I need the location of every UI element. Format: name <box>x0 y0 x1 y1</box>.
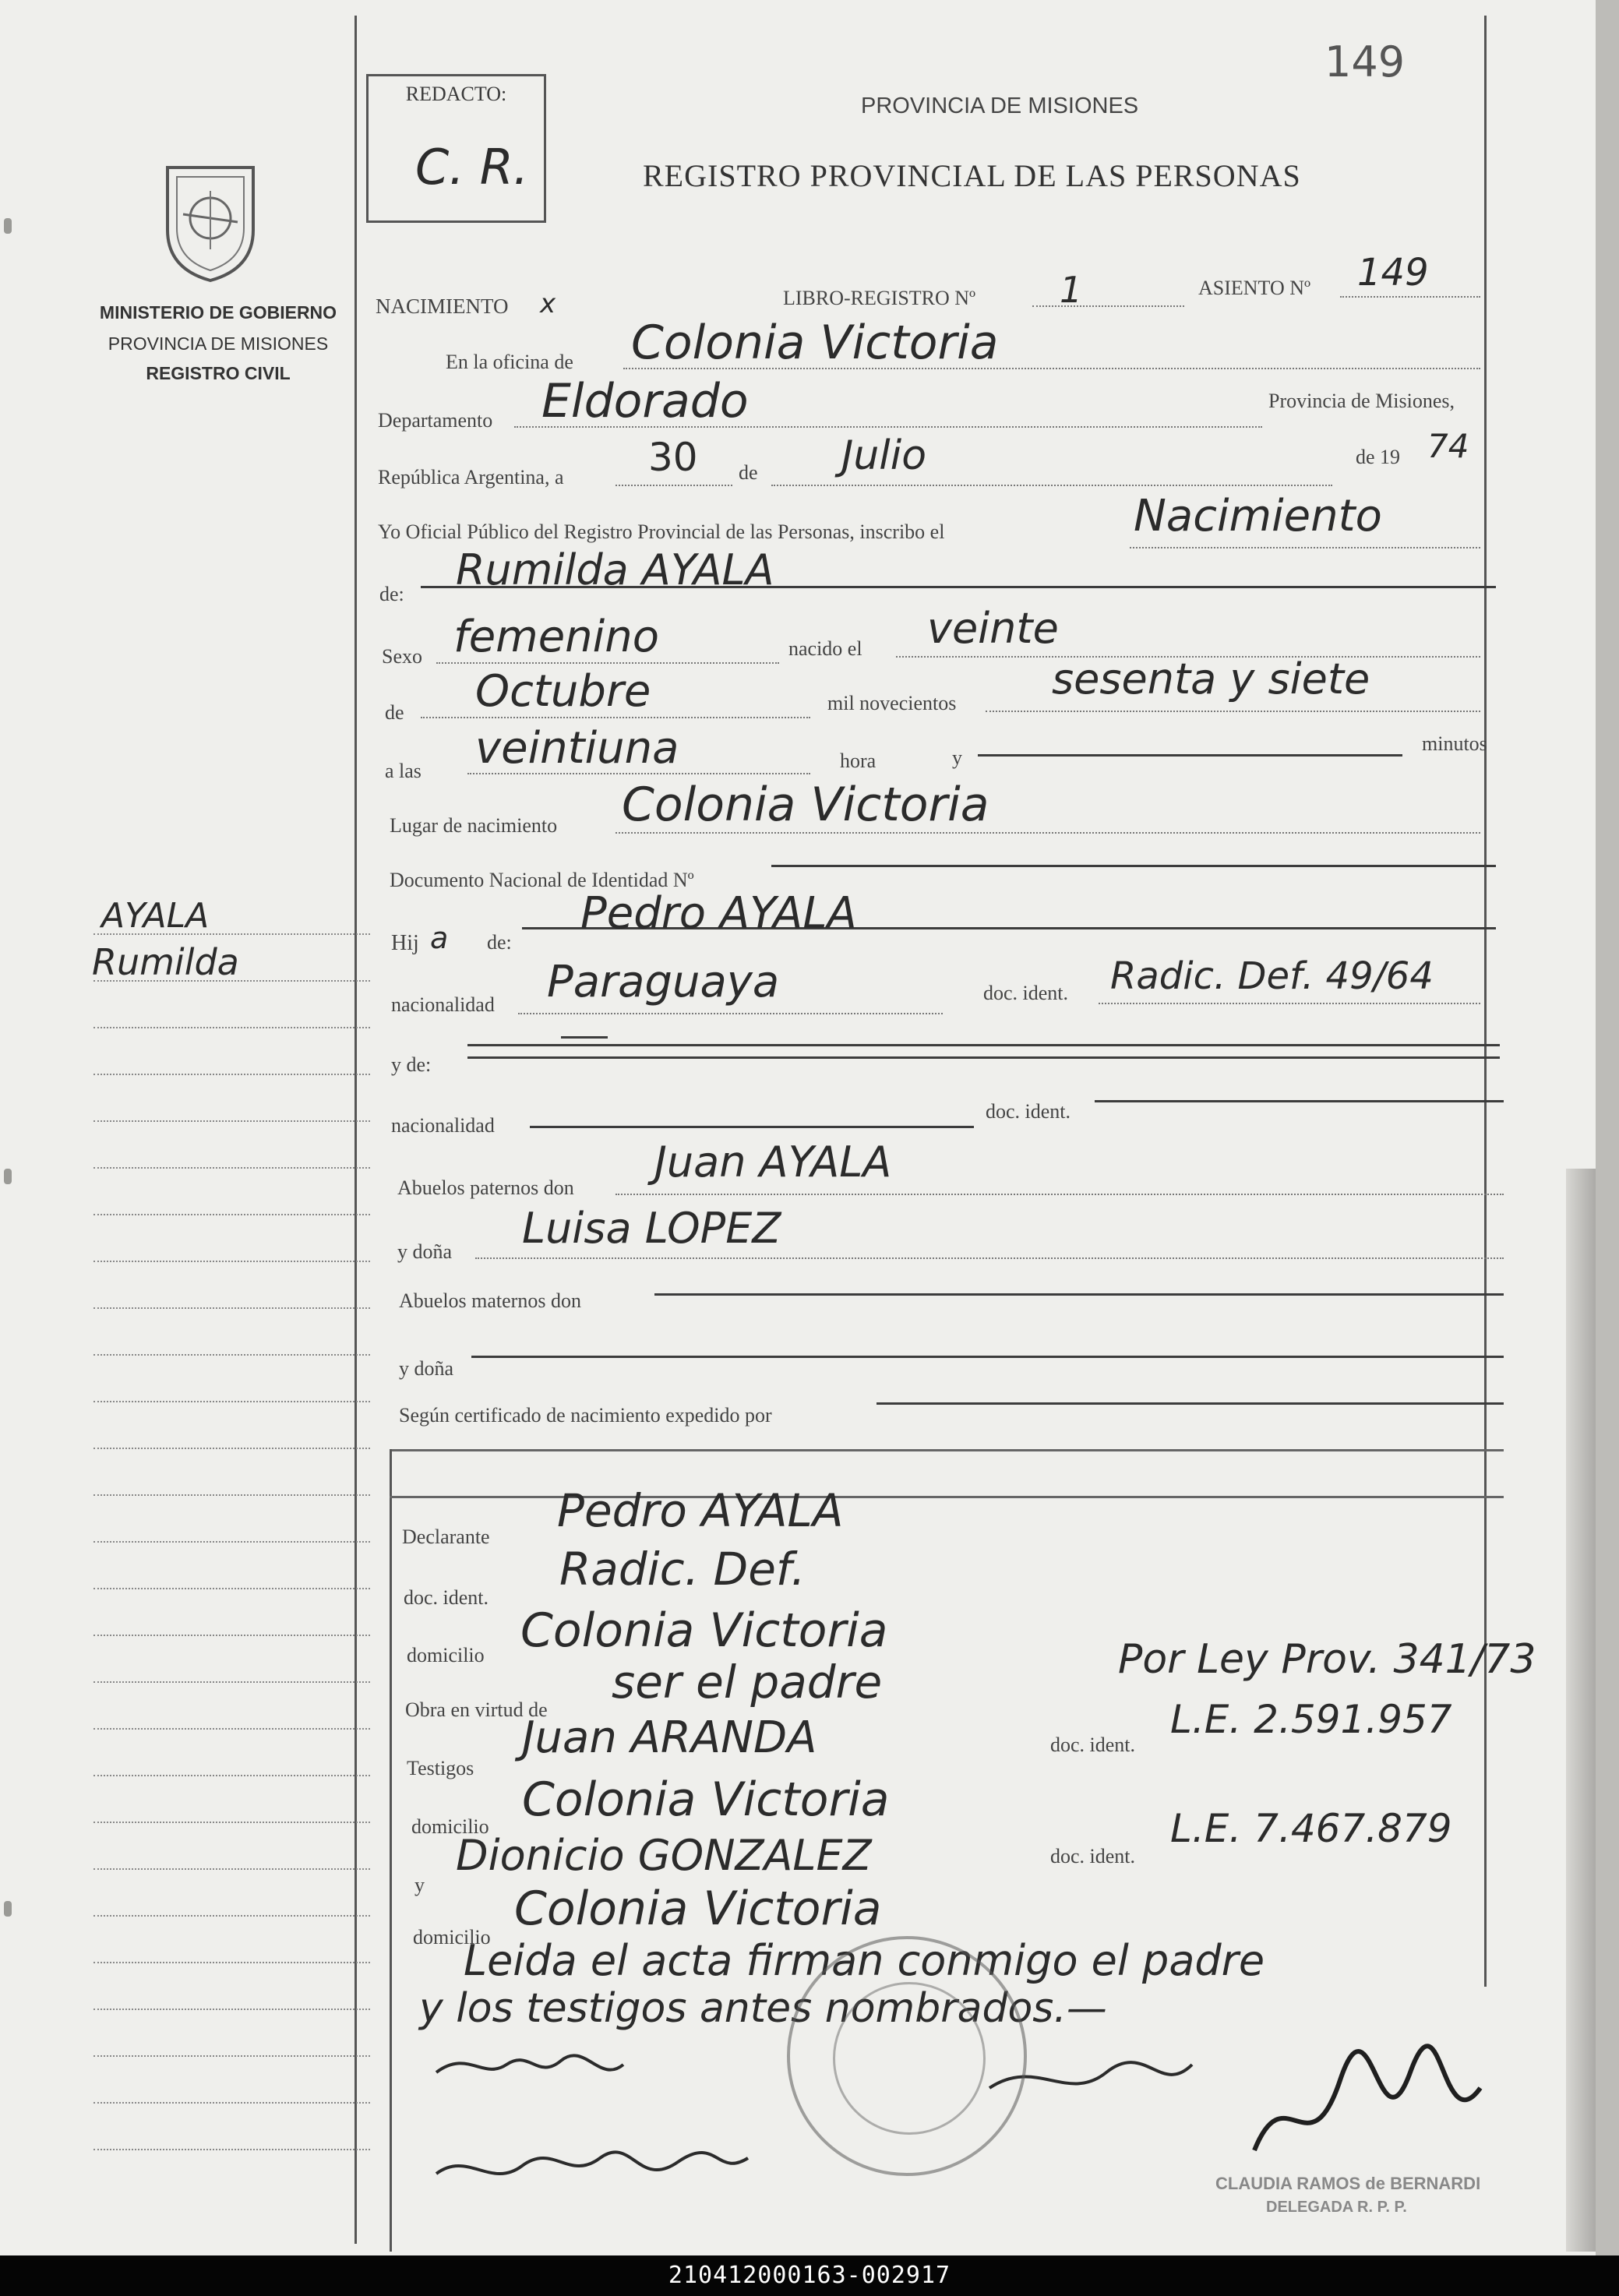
nacionalidad-value: Paraguaya <box>547 957 780 1007</box>
madre-field <box>467 1044 1500 1046</box>
sexo-label: Sexo <box>382 645 422 668</box>
doc2-value: L.E. 7.467.879 <box>1170 1806 1452 1851</box>
stamp-inner-ring <box>833 1982 986 2135</box>
inscribo-value: Nacimiento <box>1134 491 1382 541</box>
declarante-domicilio-value: Colonia Victoria <box>520 1603 888 1658</box>
margin-line <box>93 1261 370 1262</box>
margin-line <box>93 1307 370 1309</box>
doc-padre-value: Radic. Def. 49/64 <box>1110 954 1434 998</box>
nacionalidad-field <box>518 1011 943 1014</box>
abuela-pat-field <box>475 1256 1504 1259</box>
footer-code: 210412000163-002917 <box>0 2255 1619 2296</box>
margin-line <box>93 1120 370 1122</box>
header-province: PROVINCIA DE MISIONES <box>861 93 1139 118</box>
nacionalidad2-field <box>530 1126 974 1128</box>
binder-notch <box>4 1169 12 1184</box>
sexo-value: femenino <box>453 612 659 662</box>
nacimiento-label: NACIMIENTO <box>376 294 509 318</box>
sidebar-ministerio: MINISTERIO DE GOBIERNO <box>99 302 337 323</box>
libro-label: LIBRO-REGISTRO Nº <box>783 287 976 309</box>
margin-line <box>93 1588 370 1589</box>
asiento-value: 149 <box>1357 251 1429 294</box>
provincia-label: Provincia de Misiones, <box>1268 390 1455 412</box>
margin-line <box>93 1401 370 1402</box>
dni-field <box>771 865 1496 867</box>
dni-label: Documento Nacional de Identidad Nº <box>390 869 694 891</box>
margin-line <box>93 1775 370 1776</box>
binder-notch <box>4 1901 12 1917</box>
delegada-stamp-role: DELEGADA R. P. P. <box>1266 2199 1407 2216</box>
nacido-label: nacido el <box>788 637 862 660</box>
segun-label: Según certificado de nacimiento expedido por <box>399 1404 772 1427</box>
anio-nac-field <box>986 709 1480 712</box>
abuelo-pat-field <box>616 1192 1504 1195</box>
left-border <box>354 16 357 2244</box>
doc1-value: L.E. 2.591.957 <box>1170 1697 1452 1742</box>
margin-line <box>93 933 370 935</box>
testigos-label: Testigos <box>407 1757 474 1779</box>
hijo-label: Hij <box>391 931 419 955</box>
testigo2-value: Dionicio GONZALEZ <box>456 1831 872 1880</box>
cierre-line-2: y los testigos antes nombrados.— <box>419 1985 1107 2032</box>
anio-label: de 19 <box>1356 446 1401 468</box>
mil-label: mil novecientos <box>827 692 957 714</box>
margin-line <box>93 2102 370 2104</box>
margin-line <box>93 1354 370 1356</box>
binding-spine <box>1566 1169 1597 2252</box>
oficial-text: Yo Oficial Público del Registro Provincial de las Personas, inscribo el <box>378 520 945 543</box>
nacionalidad-label: nacionalidad <box>391 993 495 1016</box>
abuelos-mat-label: Abuelos maternos don <box>399 1289 581 1312</box>
binder-notch <box>4 218 12 234</box>
nacimiento-mark: x <box>540 288 556 319</box>
segun-field <box>877 1402 1504 1405</box>
anio-nac-value: sesenta y siete <box>1052 654 1370 704</box>
margin-line <box>93 1868 370 1870</box>
right-border <box>1484 16 1487 1987</box>
declarante-value: Pedro AYALA <box>557 1484 844 1537</box>
margin-surname: AYALA <box>101 896 210 936</box>
doc-ident-label: doc. ident. <box>983 982 1069 1004</box>
declarante-left-border <box>390 1449 392 2252</box>
margin-line <box>93 1167 370 1169</box>
mes-field <box>771 483 1332 486</box>
mes-nac-value: Octubre <box>475 666 651 717</box>
anio-value: 74 <box>1427 427 1469 465</box>
sidebar-registro: REGISTRO CIVIL <box>146 363 291 383</box>
hijo-de-label: de: <box>487 931 512 954</box>
section-divider <box>390 1449 1504 1451</box>
hijo-mark: a <box>430 921 449 955</box>
doc2-label: doc. ident. <box>1050 1845 1136 1867</box>
libro-value: 1 <box>1060 269 1083 311</box>
sidebar-provincia: PROVINCIA DE MISIONES <box>108 333 329 354</box>
domicilio2-value: Colonia Victoria <box>514 1882 882 1936</box>
signatures-left <box>421 2041 810 2220</box>
margin-line <box>93 1635 370 1636</box>
dia-value: 30 <box>648 435 698 480</box>
margin-line <box>93 1962 370 1963</box>
nacionalidad2-label: nacionalidad <box>391 1114 495 1137</box>
doc1-label: doc. ident. <box>1050 1733 1136 1756</box>
delegada-stamp-name: CLAUDIA RAMOS de BERNARDI <box>1215 2174 1481 2193</box>
header-registry: REGISTRO PROVINCIAL DE LAS PERSONAS <box>643 158 1301 193</box>
dash-mark <box>561 1036 608 1039</box>
libro-field <box>1032 304 1184 307</box>
madre-field-2 <box>467 1056 1500 1059</box>
abuelos-pat-label: Abuelos paternos don <box>397 1176 574 1199</box>
margin-line <box>93 1541 370 1543</box>
lugar-label: Lugar de nacimiento <box>390 814 558 837</box>
y-testigo-label: y <box>414 1874 425 1896</box>
inscribo-field <box>1130 545 1480 548</box>
republica-label: República Argentina, a <box>378 466 564 488</box>
de3-label: de <box>385 701 404 724</box>
de2-label: de: <box>379 583 404 605</box>
doc-madre-field <box>1095 1100 1504 1102</box>
obra-value: ser el padre <box>612 1656 883 1709</box>
margin-line <box>93 1822 370 1823</box>
redacto-label: REDACTO: <box>405 83 507 105</box>
oficina-label: En la oficina de <box>446 351 573 373</box>
margin-line <box>93 1074 370 1075</box>
minutos-field <box>978 754 1402 757</box>
asiento-label: ASIENTO Nº <box>1198 277 1311 299</box>
nombre-value: Rumilda AYALA <box>456 545 774 594</box>
margin-line <box>93 980 370 982</box>
abuelo-mat-field <box>654 1293 1504 1296</box>
dia-field <box>616 483 732 486</box>
cierre-line-1: Leida el acta firman conmigo el padre <box>464 1936 1265 1985</box>
doc-ident2-label: doc. ident. <box>986 1100 1071 1123</box>
hora-label: hora <box>840 749 877 772</box>
asiento-field <box>1340 294 1480 298</box>
domicilio1-value: Colonia Victoria <box>522 1772 890 1827</box>
padre-value: Pedro AYALA <box>580 888 857 939</box>
lugar-value: Colonia Victoria <box>622 778 989 832</box>
declarante-doc-label: doc. ident. <box>404 1586 489 1609</box>
margin-line <box>93 2055 370 2057</box>
margin-line <box>93 1448 370 1449</box>
margin-line <box>93 1494 370 1496</box>
official-stamp <box>787 1936 1027 2176</box>
doc-padre-field <box>1099 1001 1480 1004</box>
testigo1-value: Juan ARANDA <box>522 1712 817 1763</box>
declarante-domicilio-label: domicilio <box>407 1644 485 1666</box>
domicilio2-label: domicilio <box>413 1926 491 1949</box>
abuela-mat-field <box>471 1356 1504 1358</box>
y-label: y <box>952 746 962 769</box>
ley-value: Por Ley Prov. 341/73 <box>1118 1636 1536 1683</box>
redacto-box <box>366 74 546 223</box>
minutos-label: minutos <box>1422 732 1487 755</box>
coat-of-arms-icon <box>152 160 269 284</box>
margin-line <box>93 1681 370 1683</box>
obra-label: Obra en virtud de <box>405 1698 548 1721</box>
departamento-value: Eldorado <box>541 374 749 429</box>
margin-line <box>93 1027 370 1028</box>
a-las-label: a las <box>385 760 422 782</box>
page-number: 149 <box>1324 37 1406 86</box>
declarante-doc-value: Radic. Def. <box>559 1543 806 1596</box>
margin-name: Rumilda <box>92 941 239 983</box>
y-dona-label: y doña <box>397 1240 453 1263</box>
margin-line <box>93 1214 370 1215</box>
departamento-label: Departamento <box>378 409 493 432</box>
margin-line <box>93 2149 370 2150</box>
redacto-initials: C. R. <box>415 139 529 196</box>
y-dona2-label: y doña <box>399 1357 454 1380</box>
abuelo-pat-value: Juan AYALA <box>654 1137 892 1187</box>
oficina-value: Colonia Victoria <box>631 316 999 370</box>
domicilio1-label: domicilio <box>411 1815 489 1838</box>
abuela-pat-value: Luisa LOPEZ <box>522 1204 781 1253</box>
page-edge <box>1596 0 1619 2255</box>
mes-value: Julio <box>841 432 927 479</box>
declarante-label: Declarante <box>402 1525 490 1548</box>
margin-line <box>93 2009 370 2010</box>
hora-value: veintiuna <box>475 723 679 774</box>
margin-line <box>93 1728 370 1730</box>
de-label: de <box>739 461 758 484</box>
margin-line <box>93 1915 370 1917</box>
nacido-value: veinte <box>927 604 1059 653</box>
y-de-label: y de: <box>391 1053 432 1076</box>
